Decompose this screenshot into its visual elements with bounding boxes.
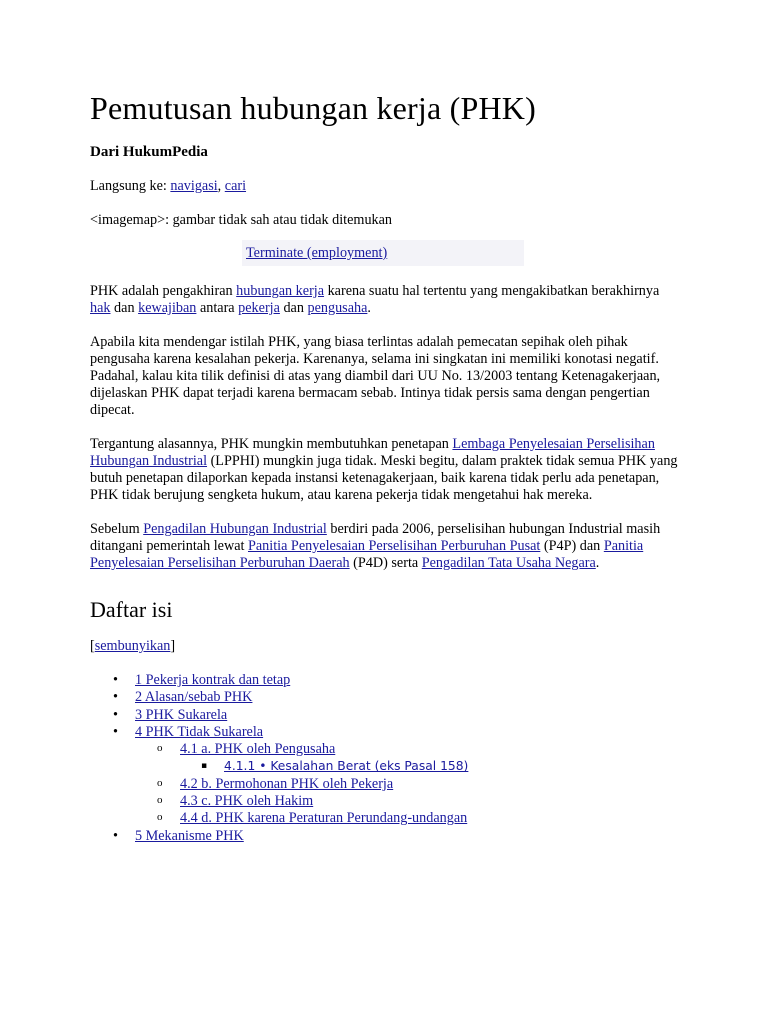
link-pekerja[interactable]: pekerja <box>238 300 280 316</box>
bullet-icon: • <box>113 723 118 740</box>
text: karena suatu hal tertentu yang mengakibatkan berakhirnya <box>324 283 660 299</box>
bullet-icon: • <box>113 706 118 723</box>
toc-item <box>90 828 678 845</box>
toc-item <box>90 707 678 724</box>
text: Sebelum <box>90 521 144 537</box>
link-pengusaha[interactable]: pengusaha <box>307 300 368 316</box>
toc-link[interactable]: 4.2 b. Permohonan PHK oleh Pekerja <box>180 775 394 792</box>
text: Tergantung alasannya, PHK mungkin membutuhkan penetapan <box>90 436 453 452</box>
hide-toc-link[interactable]: sembunyikan <box>94 638 171 654</box>
toc-item <box>90 672 678 689</box>
toc-link[interactable]: 4.1.1 • Kesalahan Berat (eks Pasal 158) <box>224 759 469 774</box>
circle-bullet-icon: o <box>157 794 163 807</box>
square-bullet-icon: ▪ <box>201 761 208 772</box>
toc-heading: Daftar isi <box>90 597 173 622</box>
toc-item <box>90 741 678 758</box>
paragraph-history <box>90 521 678 572</box>
bullet-icon: • <box>113 689 118 706</box>
bracket-close: ] <box>170 638 176 654</box>
bracket-open: [ <box>90 638 95 654</box>
text: antara <box>196 300 239 316</box>
imagemap-box <box>242 240 524 266</box>
text: berdiri pada 2006, perselisihan hubungan Industrial masih ditangani pemerintah lewat <box>90 521 661 554</box>
toc-link[interactable]: 3 PHK Sukarela <box>135 706 228 723</box>
text: (LPPHI) mungkin juga tidak. Meski begitu, dalam praktek tidak semua PHK yang butuh penetapan dilaporkan kepada instansi ketenagakerjaan, baik karena tidak perlu ada penetapan, PHK tidak berujung sengketa hukum, atau karena pekerja tidak mengetahui hak mereka. <box>90 453 678 503</box>
link-hak[interactable]: hak <box>90 300 111 316</box>
link-pengadilan-hubungan-industrial[interactable]: Pengadilan Hubungan Industrial <box>143 521 327 537</box>
table-of-contents <box>90 672 678 845</box>
toc-item <box>90 793 678 810</box>
link-ptun[interactable]: Pengadilan Tata Usaha Negara <box>421 555 596 571</box>
toc-item <box>90 724 678 741</box>
text: (P4P) dan <box>540 538 604 554</box>
jump-separator: , <box>217 178 225 194</box>
link-p4d[interactable]: Panitia Penyelesaian Perselisihan Perburuhan Daerah <box>90 538 644 571</box>
paragraph-connotation: Apabila kita mendengar istilah PHK, yang biasa terlintas adalah pemecatan sepihak oleh pihak pengusaha karena kesalahan pekerja. Karenanya, selama ini singkatan ini memiliki konotasi negatif. Padahal, kalau kita tilik definisi di atas yang diambil dari UU No. 13/2003 tentang Ketenagakerjaan, dijelaskan PHK dapat terjadi karena bermacam sebab. Intinya tidak persis sama dengan pengertian dipecat. <box>90 334 661 418</box>
toc-item <box>90 810 678 827</box>
navigation-link[interactable]: navigasi <box>170 178 218 194</box>
toc-link[interactable]: 5 Mekanisme PHK <box>135 827 244 844</box>
text: dan <box>279 300 308 316</box>
toc-item <box>90 776 678 793</box>
paragraph-definition <box>90 283 678 317</box>
toc-link[interactable]: 4.3 c. PHK oleh Hakim <box>180 793 314 810</box>
bullet-icon: • <box>113 827 118 844</box>
page-title: Pemutusan hubungan kerja (PHK) <box>90 90 536 126</box>
toc-item <box>90 758 678 775</box>
toc-item <box>90 689 678 706</box>
terminate-employment-link[interactable]: Terminate (employment) <box>246 245 388 261</box>
search-link[interactable]: cari <box>224 178 247 194</box>
circle-bullet-icon: o <box>157 776 163 789</box>
link-hubungan-kerja[interactable]: hubungan kerja <box>236 283 325 299</box>
text: (P4D) serta <box>349 555 422 571</box>
circle-bullet-icon: o <box>157 811 163 824</box>
text: . <box>367 300 371 316</box>
text: PHK adalah pengakhiran <box>90 283 237 299</box>
link-lpphi[interactable]: Lembaga Penyelesaian Perselisihan Hubungan Industrial <box>90 436 655 469</box>
paragraph-lpphi <box>90 436 678 504</box>
jump-prefix: Langsung ke: <box>90 178 171 194</box>
text: . <box>595 555 600 571</box>
link-kewajiban[interactable]: kewajiban <box>138 300 197 316</box>
link-p4p[interactable]: Panitia Penyelesaian Perselisihan Perburuhan Pusat <box>247 538 541 554</box>
toc-link[interactable]: 4.1 a. PHK oleh Pengusaha <box>180 741 336 758</box>
imagemap-error: <imagemap>: gambar tidak sah atau tidak ditemukan <box>90 212 393 228</box>
toc-link[interactable]: 4 PHK Tidak Sukarela <box>135 723 264 740</box>
toc-link[interactable]: 2 Alasan/sebab PHK <box>135 689 253 706</box>
toc-link[interactable]: 4.4 d. PHK karena Peraturan Perundang-undangan <box>180 810 468 827</box>
text: dan <box>110 300 139 316</box>
jump-links <box>90 178 678 195</box>
site-subtitle: Dari HukumPedia <box>90 144 208 160</box>
toc-link[interactable]: 1 Pekerja kontrak dan tetap <box>135 672 291 688</box>
circle-bullet-icon: o <box>157 742 163 755</box>
bullet-icon: • <box>113 672 118 688</box>
toc-toggle <box>90 638 678 655</box>
